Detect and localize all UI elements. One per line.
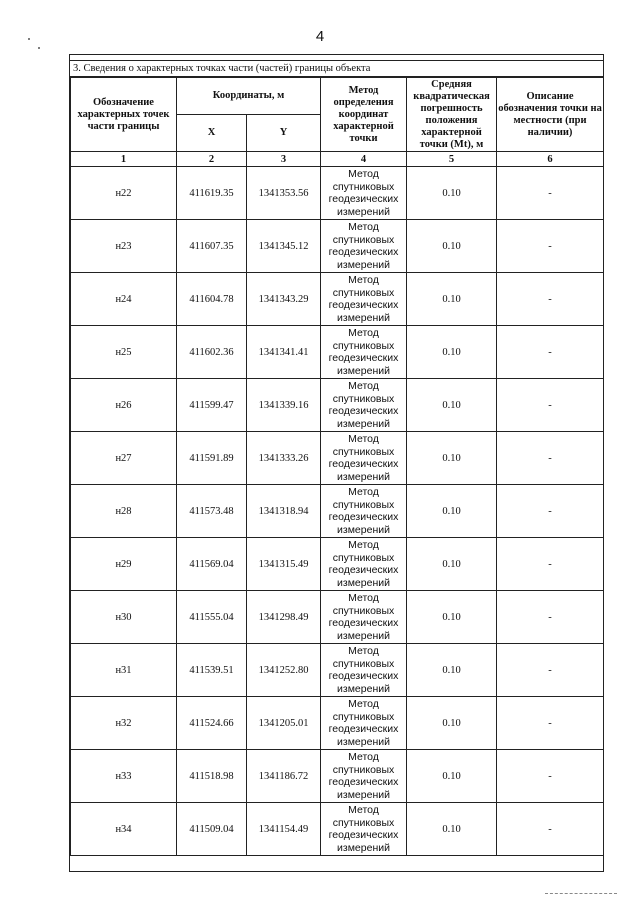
y-coordinate-cell: 1341339.16 — [247, 379, 321, 432]
table-row — [71, 326, 604, 379]
error-cell: 0.10 — [407, 697, 497, 750]
column-number-row — [71, 152, 604, 167]
section-title: 3. Сведения о характерных точках части (частей) границы объекта — [70, 60, 603, 77]
column-number: 5 — [407, 152, 497, 167]
column-number: 2 — [177, 152, 247, 167]
description-cell: - — [497, 803, 604, 856]
error-cell: 0.10 — [407, 273, 497, 326]
y-coordinate-cell: 1341353.56 — [247, 167, 321, 220]
x-coordinate-cell: 411569.04 — [177, 538, 247, 591]
table-row — [71, 644, 604, 697]
error-cell: 0.10 — [407, 644, 497, 697]
method-cell: Метод спутниковых геодезических измерений — [321, 273, 407, 326]
description-cell: - — [497, 485, 604, 538]
table-row — [71, 273, 604, 326]
table-row — [71, 803, 604, 856]
header-description: Описание обозначения точки на местности (при наличии) — [497, 78, 604, 152]
error-cell: 0.10 — [407, 167, 497, 220]
description-cell: - — [497, 538, 604, 591]
point-cell: н33 — [71, 750, 177, 803]
point-cell: н29 — [71, 538, 177, 591]
header-coordinates: Координаты, м — [177, 78, 321, 115]
table-row — [71, 432, 604, 485]
x-coordinate-cell: 411518.98 — [177, 750, 247, 803]
description-cell: - — [497, 750, 604, 803]
point-cell: н25 — [71, 326, 177, 379]
point-cell: н23 — [71, 220, 177, 273]
y-coordinate-cell: 1341343.29 — [247, 273, 321, 326]
description-cell: - — [497, 167, 604, 220]
header-y: Y — [247, 115, 321, 152]
header-designation: Обозначение характерных точек части границы — [71, 78, 177, 152]
method-cell: Метод спутниковых геодезических измерений — [321, 379, 407, 432]
error-cell: 0.10 — [407, 750, 497, 803]
column-number: 4 — [321, 152, 407, 167]
x-coordinate-cell: 411509.04 — [177, 803, 247, 856]
point-cell: н24 — [71, 273, 177, 326]
table-row — [71, 379, 604, 432]
point-cell: н31 — [71, 644, 177, 697]
method-cell: Метод спутниковых геодезических измерений — [321, 220, 407, 273]
table-row — [71, 591, 604, 644]
x-coordinate-cell: 411602.36 — [177, 326, 247, 379]
point-cell: н27 — [71, 432, 177, 485]
table-body — [71, 167, 604, 856]
description-cell: - — [497, 591, 604, 644]
error-cell: 0.10 — [407, 379, 497, 432]
x-coordinate-cell: 411555.04 — [177, 591, 247, 644]
table-row — [71, 167, 604, 220]
x-coordinate-cell: 411604.78 — [177, 273, 247, 326]
y-coordinate-cell: 1341341.41 — [247, 326, 321, 379]
method-cell: Метод спутниковых геодезических измерений — [321, 326, 407, 379]
method-cell: Метод спутниковых геодезических измерений — [321, 538, 407, 591]
footer-mark — [545, 893, 617, 894]
method-cell: Метод спутниковых геодезических измерений — [321, 803, 407, 856]
point-cell: н22 — [71, 167, 177, 220]
table-row — [71, 485, 604, 538]
column-number: 6 — [497, 152, 604, 167]
description-cell: - — [497, 220, 604, 273]
error-cell: 0.10 — [407, 326, 497, 379]
x-coordinate-cell: 411591.89 — [177, 432, 247, 485]
header-method: Метод определения координат характерной точки — [321, 78, 407, 152]
table-row — [71, 538, 604, 591]
y-coordinate-cell: 1341205.01 — [247, 697, 321, 750]
table-row — [71, 220, 604, 273]
column-number: 3 — [247, 152, 321, 167]
scan-speck — [38, 47, 40, 49]
point-cell: н32 — [71, 697, 177, 750]
x-coordinate-cell: 411524.66 — [177, 697, 247, 750]
y-coordinate-cell: 1341333.26 — [247, 432, 321, 485]
characteristic-points-table — [70, 77, 604, 856]
description-cell: - — [497, 644, 604, 697]
error-cell: 0.10 — [407, 538, 497, 591]
column-number: 1 — [71, 152, 177, 167]
y-coordinate-cell: 1341186.72 — [247, 750, 321, 803]
y-coordinate-cell: 1341345.12 — [247, 220, 321, 273]
x-coordinate-cell: 411573.48 — [177, 485, 247, 538]
method-cell: Метод спутниковых геодезических измерений — [321, 750, 407, 803]
description-cell: - — [497, 697, 604, 750]
method-cell: Метод спутниковых геодезических измерений — [321, 591, 407, 644]
x-coordinate-cell: 411619.35 — [177, 167, 247, 220]
error-cell: 0.10 — [407, 803, 497, 856]
y-coordinate-cell: 1341252.80 — [247, 644, 321, 697]
point-cell: н26 — [71, 379, 177, 432]
error-cell: 0.10 — [407, 220, 497, 273]
x-coordinate-cell: 411599.47 — [177, 379, 247, 432]
description-cell: - — [497, 432, 604, 485]
table-row — [71, 697, 604, 750]
header-x: X — [177, 115, 247, 152]
header-error: Средняя квадратическая погрешность положения характерной точки (Mt), м — [407, 78, 497, 152]
method-cell: Метод спутниковых геодезических измерений — [321, 432, 407, 485]
point-cell: н30 — [71, 591, 177, 644]
y-coordinate-cell: 1341315.49 — [247, 538, 321, 591]
scan-speck — [28, 38, 30, 40]
method-cell: Метод спутниковых геодезических измерений — [321, 167, 407, 220]
error-cell: 0.10 — [407, 432, 497, 485]
header-row — [71, 78, 604, 115]
x-coordinate-cell: 411607.35 — [177, 220, 247, 273]
error-cell: 0.10 — [407, 485, 497, 538]
description-cell: - — [497, 273, 604, 326]
error-cell: 0.10 — [407, 591, 497, 644]
method-cell: Метод спутниковых геодезических измерений — [321, 644, 407, 697]
point-cell: н28 — [71, 485, 177, 538]
x-coordinate-cell: 411539.51 — [177, 644, 247, 697]
y-coordinate-cell: 1341154.49 — [247, 803, 321, 856]
description-cell: - — [497, 326, 604, 379]
y-coordinate-cell: 1341318.94 — [247, 485, 321, 538]
page-number: 4 — [315, 28, 325, 45]
method-cell: Метод спутниковых геодезических измерений — [321, 697, 407, 750]
y-coordinate-cell: 1341298.49 — [247, 591, 321, 644]
method-cell: Метод спутниковых геодезических измерений — [321, 485, 407, 538]
point-cell: н34 — [71, 803, 177, 856]
table-row — [71, 750, 604, 803]
description-cell: - — [497, 379, 604, 432]
